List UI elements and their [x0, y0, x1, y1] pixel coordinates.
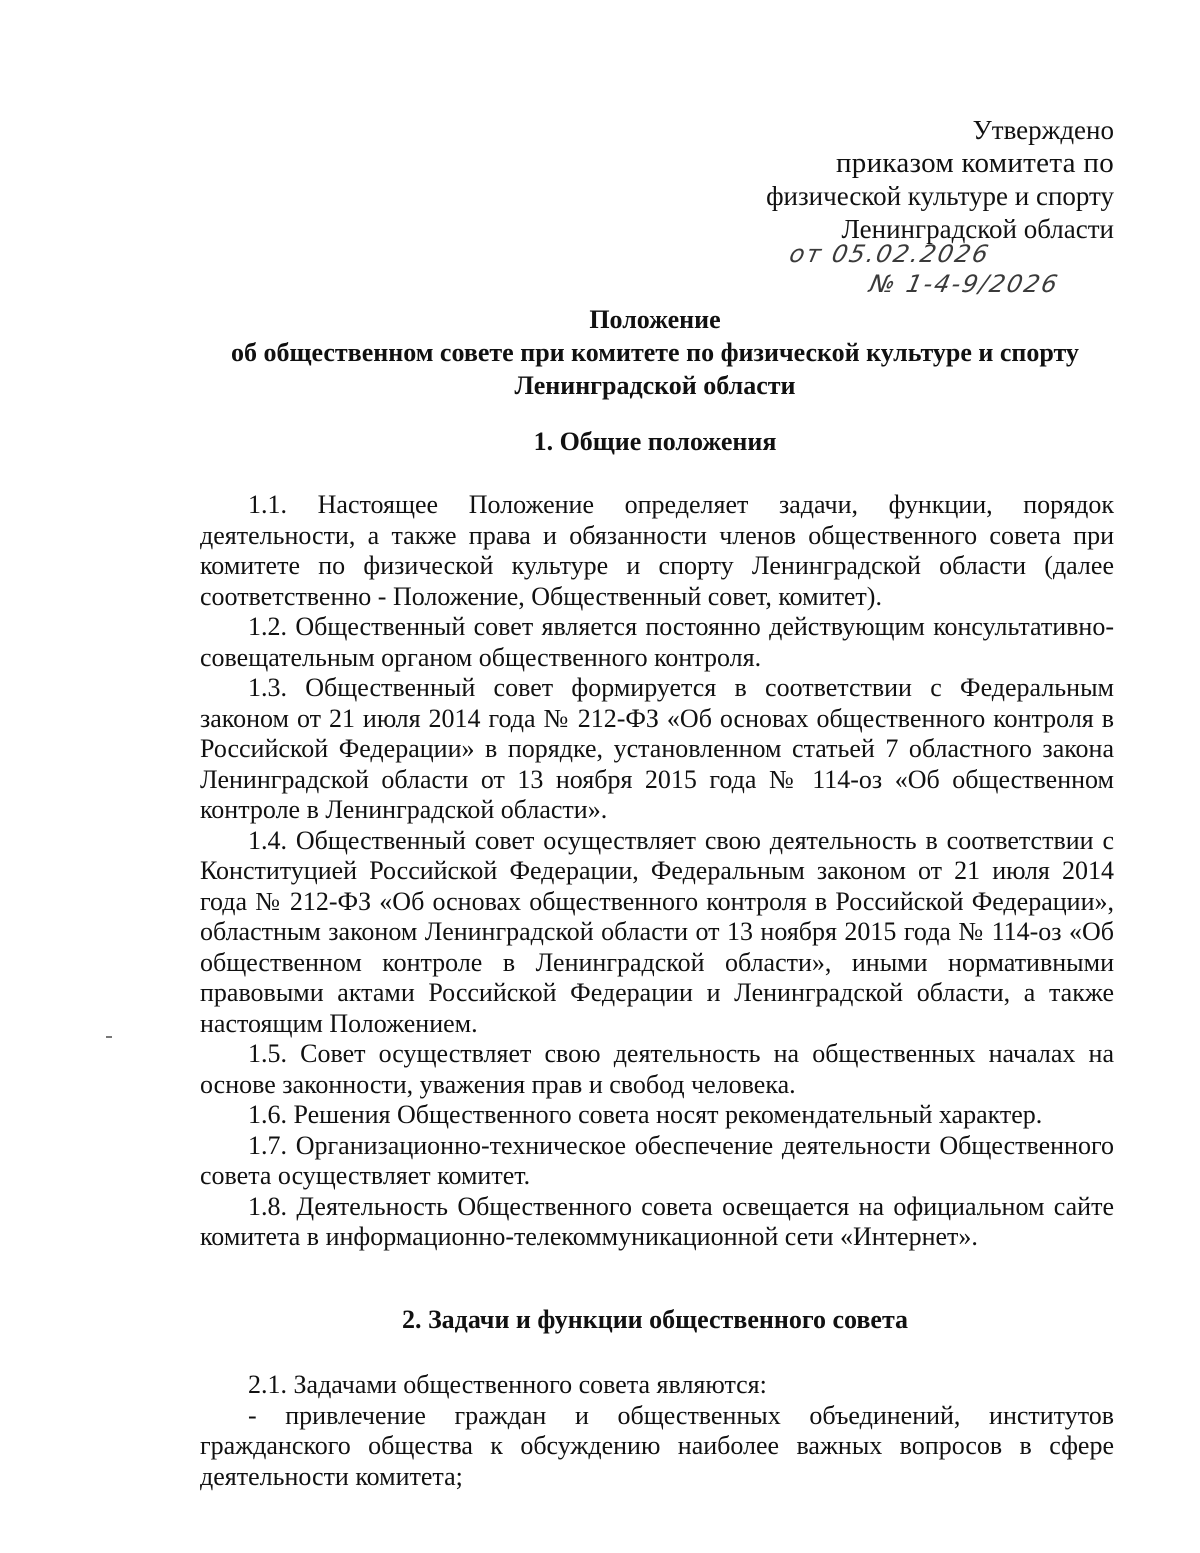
- paragraph-1-3: 1.3. Общественный совет формируется в соответствии с Федеральным законом от 21 июля 2014 года № 212-ФЗ «Об основах общественного контроля в Российской Федерации» в порядке, установленном статьей 7 областного закона Ленинградской области от 13 ноября 2015 года № 114-оз «Об общественном контроле в Ленинградской области».: [200, 673, 1114, 824]
- paragraph-1-6: 1.6. Решения Общественного совета носят рекомендательный характер.: [248, 1100, 1043, 1129]
- approval-line-approved: Утверждено: [972, 115, 1114, 145]
- paragraph-1-5: 1.5. Совет осуществляет свою деятельность на общественных началах на основе законности, уважения прав и свобод человека.: [200, 1039, 1114, 1099]
- handwritten-date: от 05.02.2026: [787, 240, 993, 268]
- paragraph-2-1-item-1: - привлечение граждан и общественных объединений, институтов гражданского общества к обсуждению наиболее важных вопросов в сфере деятельности комитета;: [200, 1400, 1114, 1491]
- handwritten-number: № 1-4-9/2026: [867, 270, 1062, 298]
- section-2-body: [200, 1370, 1114, 1492]
- scan-margin-mark: [106, 1036, 112, 1038]
- paragraph-1-7: 1.7. Организационно-техническое обеспечение деятельности Общественного совета осуществляет комитет.: [200, 1130, 1114, 1190]
- approval-stamp-block: [766, 114, 1114, 246]
- title-line-3: Ленинградской области: [514, 371, 796, 400]
- section-1-heading: 1. Общие положения: [533, 427, 777, 456]
- paragraph-1-8: 1.8. Деятельность Общественного совета освещается на официальном сайте комитета в информационно-телекоммуникационной сети «Интернет».: [200, 1191, 1114, 1251]
- paragraph-2-1: 2.1. Задачами общественного совета являются:: [248, 1370, 767, 1399]
- paragraph-1-2: 1.2. Общественный совет является постоянно действующим консультативно-совещательным органом общественного контроля.: [200, 612, 1114, 672]
- title-line-2: об общественном совете при комитете по физической культуре и спорту: [231, 338, 1079, 367]
- paragraph-1-1: 1.1. Настоящее Положение определяет задачи, функции, порядок деятельности, а также права и обязанности членов общественного совета при комитете по физической культуре и спорту Ленинградской области (далее соответственно - Положение, Общественный совет, комитет).: [200, 490, 1114, 611]
- document-title: [190, 303, 1120, 402]
- approval-line-order: приказом комитета по: [835, 147, 1114, 179]
- approval-line-committee: физической культуре и спорту: [766, 181, 1114, 211]
- approval-line-region: Ленинградской области: [841, 214, 1114, 244]
- section-1-body: [200, 490, 1114, 1253]
- section-2-heading: 2. Задачи и функции общественного совета: [401, 1305, 909, 1334]
- title-line-1: Положение: [589, 305, 721, 334]
- paragraph-1-4: 1.4. Общественный совет осуществляет свою деятельность в соответствии с Конституцией Российской Федерации, Федеральным законом от 21 июля 2014 года № 212-ФЗ «Об основах общественного контроля в Российской Федерации», областным законом Ленинградской области от 13 ноября 2015 года № 114-оз «Об общественном контроле в Ленинградской области», иными нормативными правовыми актами Российской Федерации и Ленинградской области, а также настоящим Положением.: [200, 825, 1114, 1038]
